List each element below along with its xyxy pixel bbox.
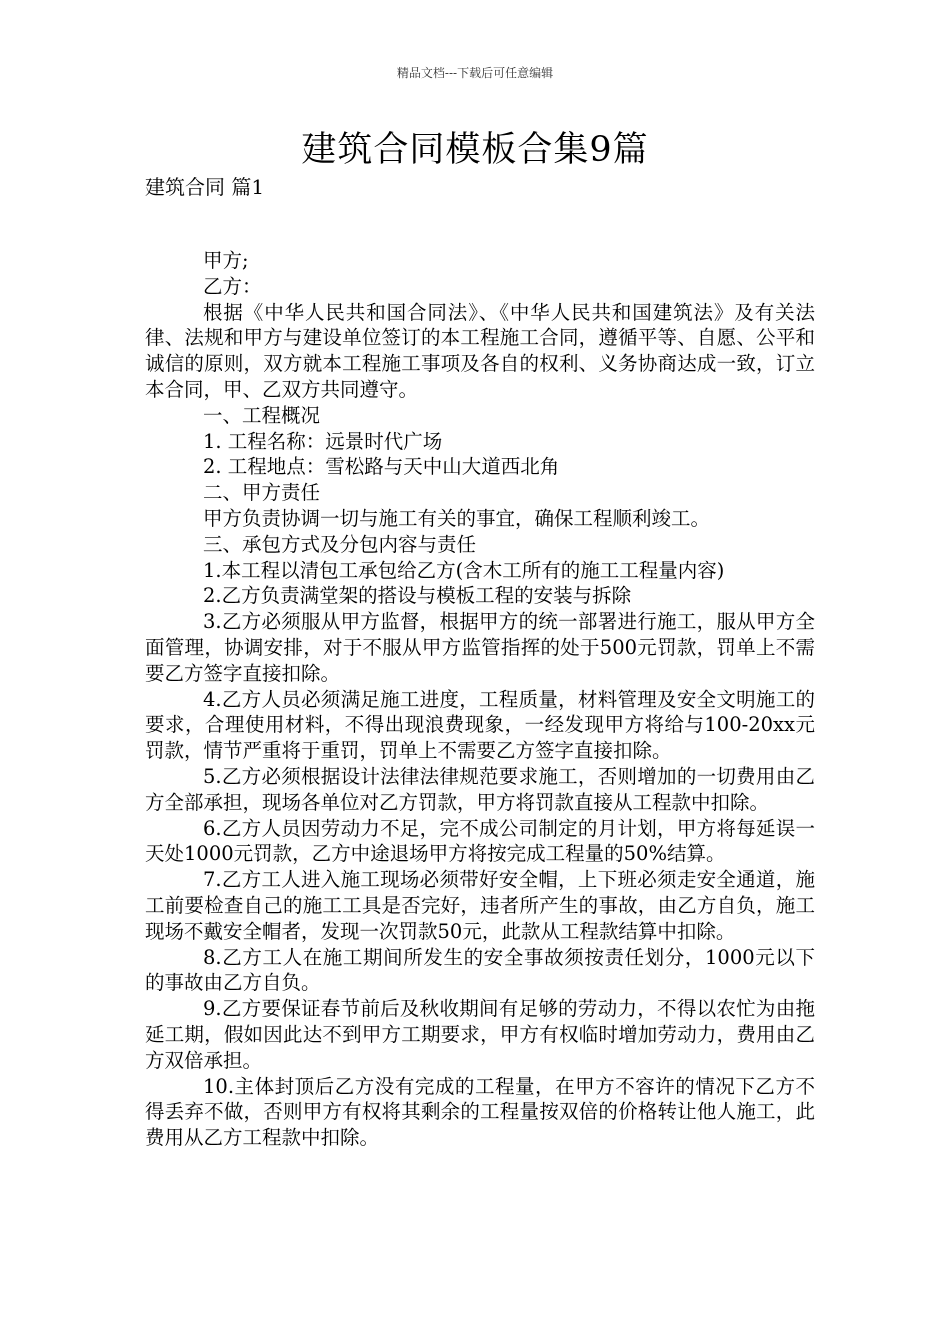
document-body [145,248,815,1151]
header-note: 精品文档---下载后可任意编辑 [396,66,554,80]
party-a-duty-paragraph: 甲方负责协调一切与施工有关的事宜，确保工程顺利竣工。 [203,506,711,530]
project-name-line: 1. 工程名称：远景时代广场 [203,429,443,453]
clause-2: 2.乙方负责满堂架的搭设与模板工程的安装与拆除 [203,584,632,608]
clause-3: 3.乙方必须服从甲方监督，根据甲方的统一部署进行施工，服从甲方全面管理，协调安排，对于不服从甲方监管指挥的处于500元罚款，罚单上不需要乙方签字直接扣除。 [145,610,815,685]
party-a-line: 甲方; [203,249,249,272]
section-heading-overview: 一、工程概况 [203,403,321,427]
project-location-line: 2. 工程地点：雪松路与天中山大道西北角 [203,455,560,479]
document-title: 建筑合同模板合集9篇 [301,130,649,170]
section-heading-contracting: 三、承包方式及分包内容与责任 [203,532,477,556]
party-b-line: 乙方： [203,274,262,298]
clause-1: 1.本工程以清包工承包给乙方(含木工所有的施工工程量内容) [203,558,725,582]
clause-9: 9.乙方要保证春节前后及秋收期间有足够的劳动力，不得以农忙为由拖延工期，假如因此达不到甲方工期要求，甲方有权临时增加劳动力，费用由乙方双倍承担。 [145,997,815,1072]
preamble-paragraph: 根据《中华人民共和国合同法》、《中华人民共和国建筑法》及有关法律、法规和甲方与建设单位签订的本工程施工合同，遵循平等、自愿、公平和诚信的原则，双方就本工程施工事项及各自的权利、义务协商达成一致，订立本合同，甲、乙双方共同遵守。 [145,300,815,401]
clause-10: 10.主体封顶后乙方没有完成的工程量，在甲方不容许的情况下乙方不得丢弃不做，否则甲方有权将其剩余的工程量按双倍的价格转让他人施工，此费用从乙方工程款中扣除。 [145,1074,815,1150]
clause-5: 5.乙方必须根据设计法律法律规范要求施工，否则增加的一切费用由乙方全部承担，现场各单位对乙方罚款，甲方将罚款直接从工程款中扣除。 [145,764,815,814]
clause-8: 8.乙方工人在施工期间所发生的安全事故须按责任划分，1000元以下的事故由乙方自负。 [145,945,815,995]
clause-6: 6.乙方人员因劳动力不足，完不成公司制定的月计划，甲方将每延误一天处1000元罚款，乙方中途退场甲方将按完成工程量的50%结算。 [145,816,815,866]
section-subtitle: 建筑合同 篇1 [145,175,265,199]
clause-7: 7.乙方工人进入施工现场必须带好安全帽，上下班必须走安全通道，施工前要检查自己的施工工具是否完好，违者所产生的事故，由乙方自负，施工现场不戴安全帽者，发现一次罚款50元，此款从工程款结算中扣除。 [145,868,815,943]
clause-4: 4.乙方人员必须满足施工进度，工程质量，材料管理及安全文明施工的要求，合理使用材料，不得出现浪费现象，一经发现甲方将给与100-20xx元罚款，情节严重将于重罚，罚单上不需要乙方签字直接扣除。 [145,687,815,763]
section-heading-party-a: 二、甲方责任 [203,481,321,505]
